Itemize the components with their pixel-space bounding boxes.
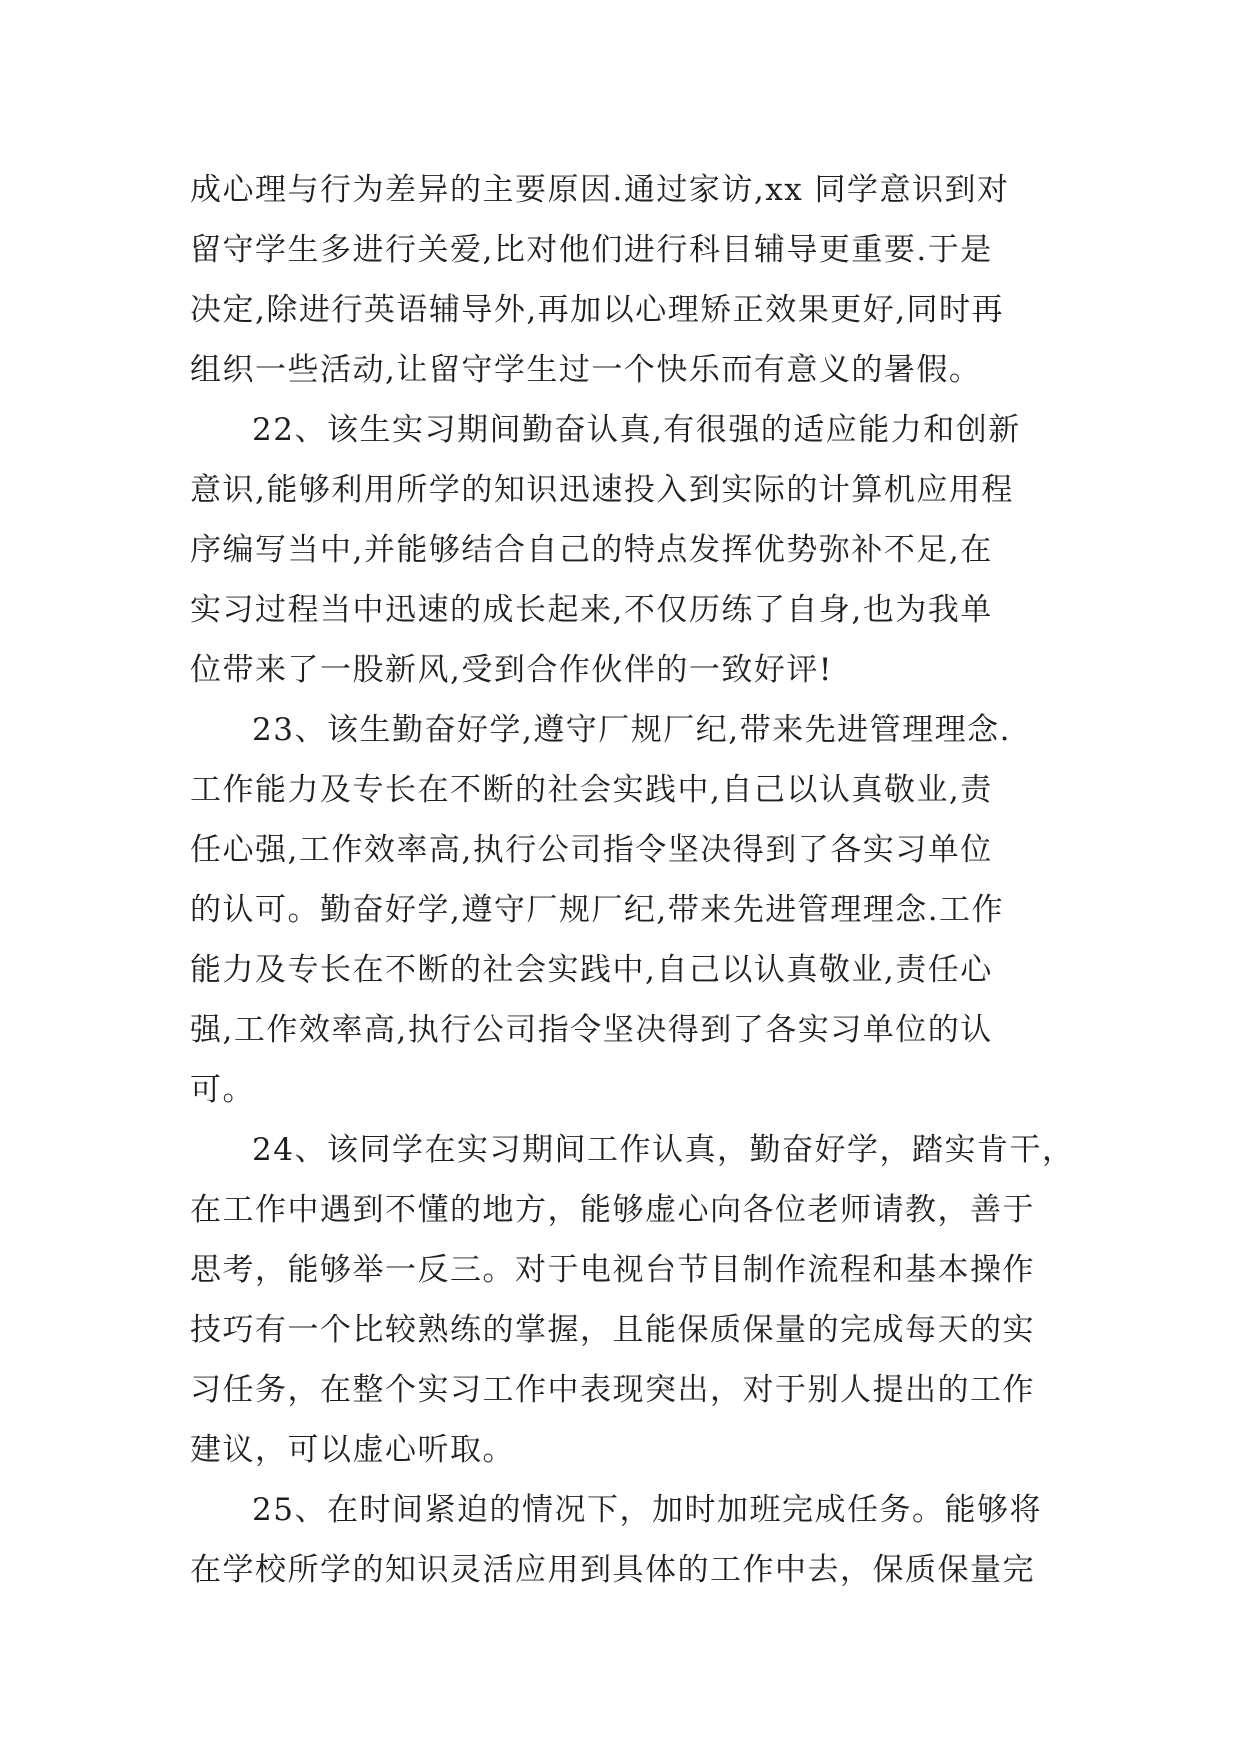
text-line: 的认可。勤奋好学,遵守厂规厂纪,带来先进管理理念.工作 bbox=[190, 892, 1005, 928]
text-line: 位带来了一股新风,受到合作伙伴的一致好评! bbox=[190, 652, 833, 688]
text-line: 建议，可以虚心听取。 bbox=[190, 1432, 515, 1468]
body-text bbox=[190, 160, 1075, 1600]
text-line: 技巧有一个比较熟练的掌握，且能保质保量的完成每天的实 bbox=[190, 1312, 1035, 1348]
text-line: 22、该生实习期间勤奋认真,有很强的适应能力和创新 bbox=[252, 412, 1021, 448]
text-line: 能力及专长在不断的社会实践中,自己以认真敬业,责任心 bbox=[190, 952, 993, 988]
text-line: 工作能力及专长在不断的社会实践中,自己以认真敬业,责 bbox=[190, 772, 993, 808]
text-line: 可。 bbox=[190, 1072, 255, 1108]
text-line: 组织一些活动,让留守学生过一个快乐而有意义的暑假。 bbox=[190, 352, 982, 388]
text-line: 24、该同学在实习期间工作认真，勤奋好学，踏实肯干， bbox=[252, 1132, 1075, 1168]
text-line: 强,工作效率高,执行公司指令坚决得到了各实习单位的认 bbox=[190, 1012, 993, 1048]
text-line: 在学校所学的知识灵活应用到具体的工作中去，保质保量完 bbox=[190, 1552, 1035, 1588]
text-line: 序编写当中,并能够结合自己的特点发挥优势弥补不足,在 bbox=[190, 532, 993, 568]
text-line: 任心强,工作效率高,执行公司指令坚决得到了各实习单位 bbox=[190, 832, 993, 868]
text-line: 思考，能够举一反三。对于电视台节目制作流程和基本操作 bbox=[190, 1252, 1035, 1288]
text-line: 成心理与行为差异的主要原因.通过家访,xx 同学意识到对 bbox=[190, 172, 1010, 208]
text-line: 23、该生勤奋好学,遵守厂规厂纪,带来先进管理理念. bbox=[252, 712, 1012, 748]
text-line: 在工作中遇到不懂的地方，能够虚心向各位老师请教，善于 bbox=[190, 1192, 1035, 1228]
text-line: 意识,能够利用所学的知识迅速投入到实际的计算机应用程 bbox=[190, 472, 1014, 508]
text-line: 25、在时间紧迫的情况下，加时加班完成任务。能够将 bbox=[252, 1492, 1042, 1528]
text-line: 习任务，在整个实习工作中表现突出，对于别人提出的工作 bbox=[190, 1372, 1035, 1408]
text-line: 决定,除进行英语辅导外,再加以心理矫正效果更好,同时再 bbox=[190, 292, 1005, 328]
text-line: 实习过程当中迅速的成长起来,不仅历练了自身,也为我单 bbox=[190, 592, 993, 628]
text-line: 留守学生多进行关爱,比对他们进行科目辅导更重要.于是 bbox=[190, 232, 993, 268]
